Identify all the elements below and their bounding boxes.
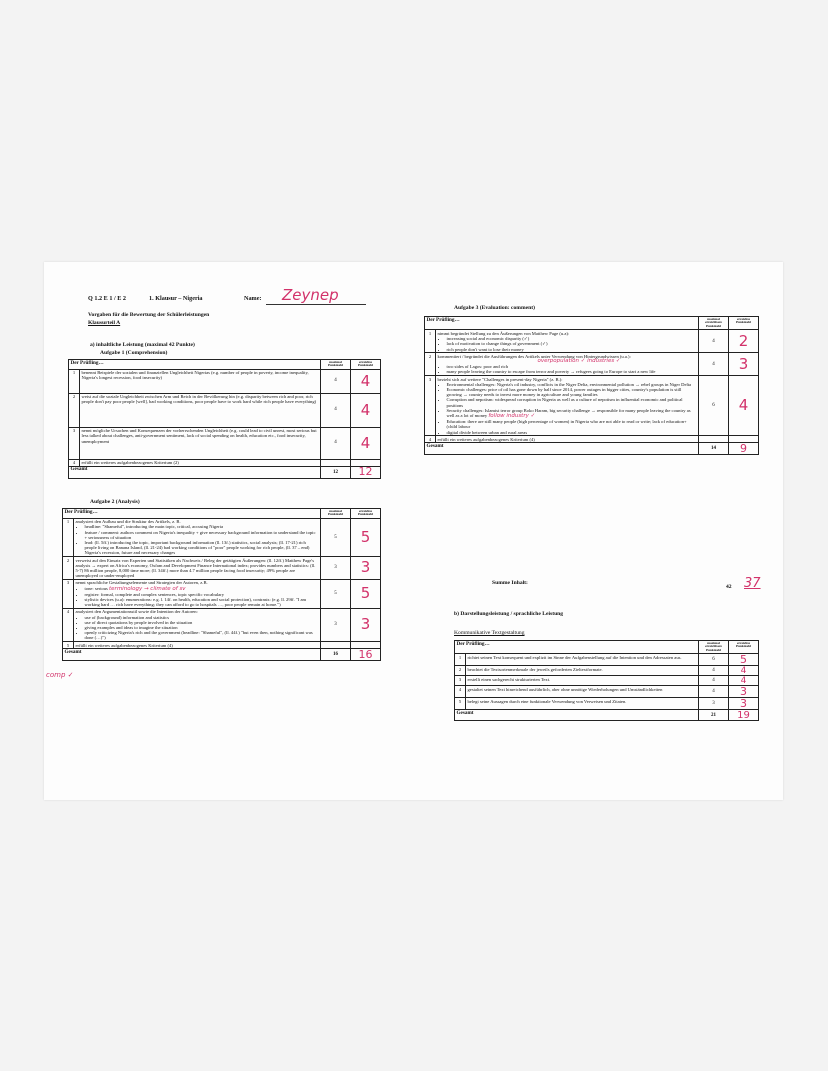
criterion-cell [74, 579, 321, 608]
reached-points: 4 [351, 427, 381, 459]
list-item: • two sides of Lagos: poor and rich [447, 364, 697, 369]
margin-note: comp ✓ [46, 671, 74, 679]
criterion-text: erfüllt ein weiteres aufgabenbezogenes Kriterium (4) [436, 436, 699, 443]
total-reached: 19 [729, 710, 759, 721]
reached-points: 2 [729, 330, 759, 353]
max-points: 5 [321, 579, 351, 608]
reached-points: 3 [729, 698, 759, 710]
total-max: 21 [699, 710, 729, 721]
student-name: Zeynep [282, 286, 339, 304]
criterion-text: analysiert den Aufbau und die Struktur des Artikels, z. B. [75, 519, 181, 525]
course-label: Q 1.2 E 1 / E 2 [88, 295, 126, 302]
reached-points: 4 [351, 393, 381, 427]
criterion-text: analysiert den Argumentationsstil sowie die Intention der Autoren: [75, 609, 198, 615]
max-points: 4 [321, 369, 351, 393]
row-number: 2 [63, 557, 74, 580]
task2-title: Aufgabe 2 (Analysis) [90, 499, 140, 505]
total-label: Gesamt [455, 710, 699, 721]
total-reached: 9 [729, 443, 759, 455]
name-label: Name: [244, 295, 262, 302]
summary-reached: 37 [744, 576, 761, 591]
task2-header: Der Prüfling… [63, 509, 321, 519]
section-b-header: Der Prüfling… [455, 641, 699, 654]
criterion-text: erfüllt ein weiteres aufgabenbezogenes Kriterium (2) [80, 459, 321, 466]
reached-points: 5 [351, 579, 381, 608]
handwritten-note: terminology → climate of sv [109, 585, 186, 592]
list-item: • tone: serious terminology → climate of sv [85, 586, 319, 592]
list-item: • rich people don't want to lose their money [447, 347, 697, 352]
section-b-table [454, 640, 759, 721]
row-number: 1 [455, 654, 466, 666]
task3-reached-header: erreichte Punktzahl [729, 317, 759, 330]
reached-points: 4 [729, 676, 759, 686]
criterion-cell [74, 518, 321, 556]
list-item: • many people leaving the country to escape from terror and poverty → refugees going to Europe to start a new life [447, 369, 697, 374]
max-points: 3 [321, 557, 351, 580]
max-points: 4 [699, 676, 729, 686]
criterion-cell [436, 376, 699, 436]
list-item: • use of direct quotations by people involved in the situation [85, 620, 319, 625]
name-line [266, 304, 366, 305]
task1-header: Der Prüfling… [69, 360, 321, 370]
section-a-title: a) inhaltliche Leistung (maximal 42 Punkte) [90, 342, 195, 348]
summary-label: Summe Inhalt: [492, 580, 528, 586]
max-points: 4 [321, 393, 351, 427]
total-label: Gesamt [63, 649, 321, 661]
section-b-subtitle: Kommunikative Textgestaltung [454, 630, 525, 636]
row-number: 5 [455, 698, 466, 710]
max-points: 4 [699, 666, 729, 676]
reached-points: 4 [729, 376, 759, 436]
row-number: 5 [63, 642, 74, 649]
criterion-text: erstellt einen sachgerecht strukturierten Text. [466, 676, 699, 686]
task2-max-header: maximal Punktzahl [321, 509, 351, 519]
max-points: 4 [699, 353, 729, 376]
max-points: 5 [321, 518, 351, 556]
list-item: • increasing social and economic disparity (✓) [447, 336, 697, 341]
list-item: • lead: (ll. 5ff.) introducing the topic, important background information (ll. 13f.) statistics, social analysis; (ll. 17-21) rich people living on Banana Island, (ll. 21-24) bad working conditions of "poor" people working for rich people, (ll. 37 – end) Nigeria's recession, future and necessary changes [85, 540, 319, 556]
row-number: 3 [425, 376, 436, 436]
task3-title: Aufgabe 3 (Evaluation: comment) [454, 305, 535, 311]
criterion-cell [436, 353, 699, 376]
exam-sheet [44, 262, 783, 800]
total-max: 14 [699, 443, 729, 455]
criterion-cell [436, 330, 699, 353]
reached-points: 4 [729, 666, 759, 676]
criterion-text: nimmt begründet Stellung zu den Äußerungen von Matthew Page (u.a): [437, 330, 570, 336]
list-item: • use of (background) information and statistics [85, 615, 319, 620]
list-item: • headline: "Shameful", introducing the main topic, critical, accusing Nigeria [85, 524, 319, 529]
row-number: 4 [69, 459, 80, 466]
reached-points: 5 [351, 518, 381, 556]
task1-reached-header: erreichte Punktzahl [351, 360, 381, 370]
task1-title: Aufgabe 1 (Comprehension) [100, 350, 168, 356]
row-number: 4 [455, 686, 466, 698]
task2-table [62, 508, 381, 661]
guide-title: Vorgaben für die Bewertung der Schülerleistungen [88, 312, 210, 318]
reached-points: 3 [729, 686, 759, 698]
row-number: 4 [425, 436, 436, 443]
total-label: Gesamt [425, 443, 699, 455]
criterion-text: richtet seinen Text konsequent und explizit im Sinne der Aufgabenstellung auf die Intention und den Adressaten aus. [466, 654, 699, 666]
total-reached: 12 [351, 466, 381, 478]
list-item: • openly criticizing Nigeria's rich and the government (headline: "Shameful", (ll. 44f.) "but even then, nothing significant was done (…)") [85, 630, 319, 640]
criterion-text: benennt Beispiele der sozialen und finanziellen Ungleichheit Nigerias (e.g. number of people in poverty, income inequality, Nigeria's longest recession, food insecurity) [80, 369, 321, 393]
reached-points: 3 [729, 353, 759, 376]
task1-table [68, 359, 381, 479]
reached-points: 3 [351, 608, 381, 641]
list-item: • Corruption and nepotism: widespread corruption in Nigeria as well as a culture of nepotism in influential economic and political positions [447, 397, 697, 407]
criterion-list [438, 364, 697, 374]
task2-reached-header: erreichte Punktzahl [351, 509, 381, 519]
max-points [321, 459, 351, 466]
row-number: 2 [425, 353, 436, 376]
section-b-max-header: maximal erreichbare Punktzahl [699, 641, 729, 654]
reached-points: 3 [351, 557, 381, 580]
list-item: • Education: there are still many people (high percentage of women) in Nigeria who are not able to read or write; lack of education+ (child labour [447, 419, 697, 429]
list-item: • register: formal, complete and complex sentences, topic specific vocabulary [85, 592, 319, 597]
max-points: 3 [699, 698, 729, 710]
criterion-text: kommentiert / begründet die Ausführungen des Artikels unter Verwendung von Hintergrundwissen (u.a.): [437, 353, 631, 359]
max-points: 6 [699, 376, 729, 436]
total-reached: 16 [351, 649, 381, 661]
section-b-reached-header: erreichte Punktzahl [729, 641, 759, 654]
row-number: 1 [69, 369, 80, 393]
row-number: 3 [455, 676, 466, 686]
criterion-text: verweist auf den Einsatz von Experten und Statistiken als Nachweis / Beleg der getätigten Äußerungen: (ll. 12ff.) Matthew Page's analysis → expert on Africa's economy, Oxfam and Development Finance International index; provides numbers and statistics: (ll. 5-7) 86 million people, 8,000 time more; (ll. 34ff.) more than 4.7 million people facing food insecurity; 49% people are unemployed or under-employed [74, 557, 321, 580]
list-item: • lack of motivation to change things of government (✓) [447, 341, 697, 346]
row-number: 2 [455, 666, 466, 676]
total-max: 16 [321, 649, 351, 661]
max-points: 3 [321, 608, 351, 641]
summary-max: 42 [726, 584, 732, 590]
criterion-text: nennt sprachliche Gestaltungselemente und Strategien der Autoren, z.B. [75, 580, 208, 586]
list-item: • Economic challenges: price of oil has gone down by half since 2014, power outages in bigger cities, country's population is still growing → country needs to invest more money in agriculture and young families [447, 387, 697, 397]
total-label: Gesamt [69, 466, 321, 478]
criterion-cell [74, 608, 321, 641]
list-item: • Security challenges: Islamist terror group Boko Haram, big security challenge → responsible for many people leaving the country as well as a lot of money follow industry ✓ [447, 408, 697, 419]
max-points: 4 [699, 686, 729, 698]
criterion-text: erfüllt ein weiteres aufgabenbezogenes Kriterium (4) [74, 642, 321, 649]
exam-title: 1. Klausur – Nigeria [149, 295, 203, 302]
criterion-list [76, 615, 319, 641]
max-points [699, 436, 729, 443]
list-item: • giving examples and ideas to imagine the situation [85, 625, 319, 630]
row-number: 3 [63, 579, 74, 608]
list-item: • digital divide between urban and rural areas [447, 430, 697, 435]
criterion-text: beachtet die Textsortenmerkmale der jeweils geforderten Zieltextformate. [466, 666, 699, 676]
handwritten-note: follow industry ✓ [488, 412, 536, 419]
row-number: 1 [425, 330, 436, 353]
max-points: 6 [699, 654, 729, 666]
list-item: • Environmental challenges: Nigeria's oil industry, conflicts in the Niger Delta, environmental pollution → rebel groups in Niger Delta [447, 382, 697, 387]
criterion-text: belegt seine Aussagen durch eine funktionale Verwendung von Verweisen und Zitaten. [466, 698, 699, 710]
max-points: 4 [321, 427, 351, 459]
criterion-list [438, 336, 697, 352]
row-number: 1 [63, 518, 74, 556]
section-b-title: b) Darstellungsleistung / sprachliche Leistung [454, 611, 564, 617]
list-item: • feature / comment: authors comment on Nigeria's inequality + give necessary background information to understand the topic + seriousness of situation [85, 530, 319, 540]
task3-max-header: maximal erreichbare Punktzahl [699, 317, 729, 330]
row-number: 4 [63, 608, 74, 641]
criterion-text: gestaltet seinen Text hinreichend ausführlich, aber ohne unnötige Wiederholungen und Umständlichkeiten [466, 686, 699, 698]
task3-header: Der Prüfling… [425, 317, 699, 330]
row-number: 2 [69, 393, 80, 427]
criterion-list [438, 382, 697, 435]
exam-part: Klausurteil A [88, 320, 121, 326]
task3-table [424, 316, 759, 455]
row-number: 3 [69, 427, 80, 459]
max-points [321, 642, 351, 649]
criterion-list [76, 586, 319, 608]
criterion-text: weist auf die soziale Ungleichheit zwischen Arm und Reich in der Bevölkerung hin (e.g. disparity between rich and poor, rich people don't pay poor people [well], bad working conditions, poor people have to work hard while rich people have everything) [80, 393, 321, 427]
criterion-list [76, 524, 319, 555]
handwritten-note: overpopulation ✓ industries ✓ [537, 357, 621, 364]
max-points: 4 [699, 330, 729, 353]
reached-points: 5 [729, 654, 759, 666]
criterion-text: nennt mögliche Ursachen und Konsequenzen der vorherrschenden Ungleichheit (e.g. could lead to civil unrest, most serious but less talked about challenges, anti-government sentiment, lack of social spending on health, education etc., food insecurity, unemployment [80, 427, 321, 459]
task1-max-header: maximal Punktzahl [321, 360, 351, 370]
total-max: 12 [321, 466, 351, 478]
reached-points: 4 [351, 369, 381, 393]
criterion-text: bezieht sich auf weitere "Challenges in present-day Nigeria" (z. B.): [437, 376, 563, 382]
list-item: • stylistic devices (u.a): enumerations: e.g. l. 14f. on health, education and social protection), contrasts: (e.g. ll. 29ff. "I am working hard … rich have everything; they can afford to go to hospitals …, poor people remain at home.") [85, 597, 319, 607]
